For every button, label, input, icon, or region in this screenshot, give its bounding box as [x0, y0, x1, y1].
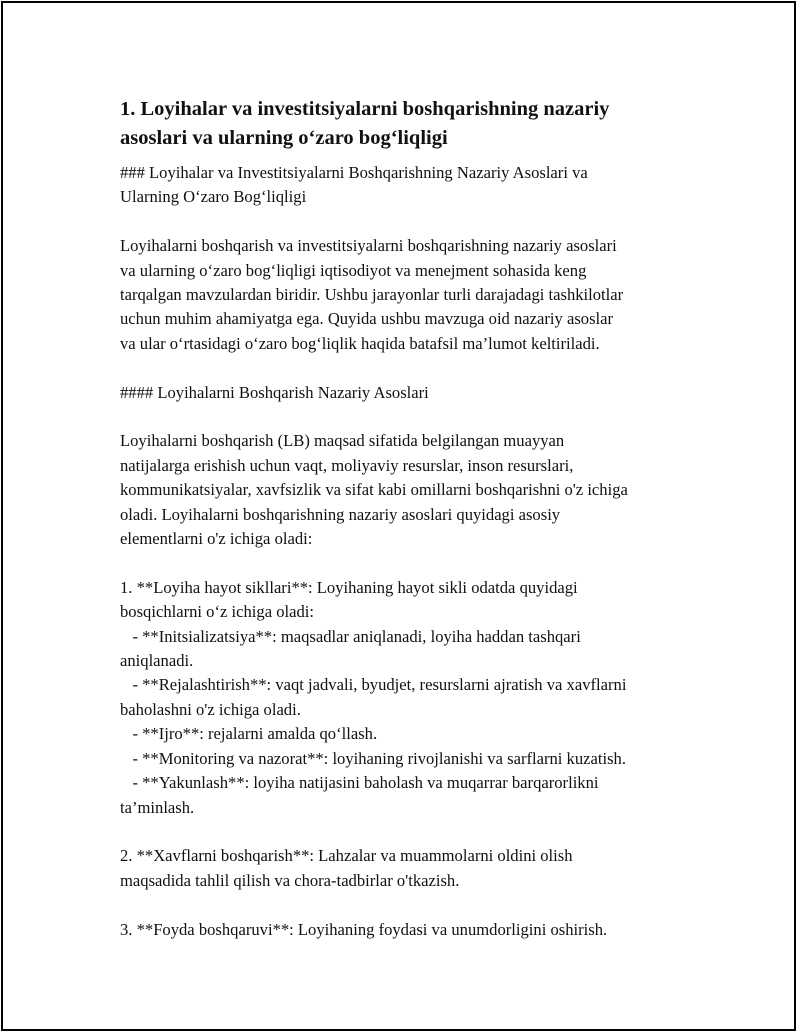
- text-line: - **Rejalashtirish**: vaqt jadvali, byudjet, resurslarni ajratish va xavflarni: [120, 675, 627, 695]
- text-line: natijalarga erishish uchun vaqt, moliyaviy resurslar, inson resurslari,: [120, 455, 574, 475]
- paragraph-gap: [120, 405, 690, 429]
- list-item-benefit-management: [120, 918, 690, 942]
- text-line: Ularning O‘zaro Bog‘liqligi: [120, 187, 307, 207]
- text-line: Loyihalarni boshqarish (LB) maqsad sifatida belgilangan muayyan: [120, 431, 565, 451]
- text-line: 3. **Foyda boshqaruvi**: Loyihaning foydasi va unumdorligini oshirish.: [120, 919, 608, 939]
- text-line: 2. **Xavflarni boshqarish**: Lahzalar va muammolarni oldini olish: [120, 846, 573, 866]
- text-line: uchun muhim ahamiyatga ega. Quyida ushbu mavzuga oid nazariy asoslar: [120, 309, 614, 329]
- text-line: - **Initsializatsiya**: maqsadlar aniqlanadi, loyiha haddan tashqari: [120, 626, 581, 646]
- text-line: - **Monitoring va nazorat**: loyihaning rivojlanishi va sarflarni kuzatish.: [120, 748, 626, 768]
- document-content: [120, 95, 690, 942]
- text-line: - **Ijro**: rejalarni amalda qo‘llash.: [120, 724, 378, 744]
- text-line: maqsadida tahlil qilish va chora-tadbirlar o'tkazish.: [120, 870, 460, 890]
- list-item-lifecycle: [120, 576, 690, 820]
- text-line: oladi. Loyihalarni boshqarishning nazariy asoslari quyidagi asosiy: [120, 504, 561, 524]
- text-line: #### Loyihalarni Boshqarish Nazariy Asoslari: [120, 382, 429, 402]
- section-heading-block: [120, 381, 690, 405]
- paragraph-gap: [120, 356, 690, 380]
- text-line: - **Yakunlash**: loyiha natijasini baholash va muqarrar barqarorlikni: [120, 773, 599, 793]
- paragraph-gap: [120, 210, 690, 234]
- title-line: 1. Loyihalar va investitsiyalarni boshqarishning nazariy: [120, 98, 610, 120]
- list-item-risk-management: [120, 844, 690, 893]
- text-line: 1. **Loyiha hayot sikllari**: Loyihaning hayot sikli odatda quyidagi: [120, 577, 578, 597]
- markdown-heading-block: [120, 161, 690, 210]
- text-line: aniqlanadi.: [120, 651, 194, 671]
- text-line: elementlarni o'z ichiga oladi:: [120, 529, 313, 549]
- intro-paragraph: [120, 234, 690, 356]
- paragraph-gap: [120, 893, 690, 917]
- text-line: tarqalgan mavzulardan biridir. Ushbu jarayonlar turli darajadagi tashkilotlar: [120, 285, 624, 305]
- title-line: asoslari va ularning o‘zaro bog‘liqligi: [120, 127, 448, 149]
- paragraph-gap: [120, 820, 690, 844]
- document-page: [1, 1, 796, 1031]
- text-line: va ular o‘rtasidagi o‘zaro bog‘liqlik haqida batafsil ma’lumot keltiriladi.: [120, 333, 600, 353]
- text-line: baholashni o'z ichiga oladi.: [120, 699, 301, 719]
- text-line: ta’minlash.: [120, 797, 195, 817]
- text-line: kommunikatsiyalar, xavfsizlik va sifat kabi omillarni boshqarishni o'z ichiga: [120, 480, 628, 500]
- document-title: [120, 95, 690, 153]
- text-line: ### Loyihalar va Investitsiyalarni Boshqarishning Nazariy Asoslari va: [120, 163, 588, 182]
- paragraph-gap: [120, 551, 690, 575]
- text-line: Loyihalarni boshqarish va investitsiyalarni boshqarishning nazariy asoslari: [120, 236, 617, 256]
- definition-paragraph: [120, 429, 690, 551]
- text-line: bosqichlarni o‘z ichiga oladi:: [120, 602, 314, 622]
- text-line: va ularning o‘zaro bog‘liqligi iqtisodiyot va menejment sohasida keng: [120, 260, 587, 280]
